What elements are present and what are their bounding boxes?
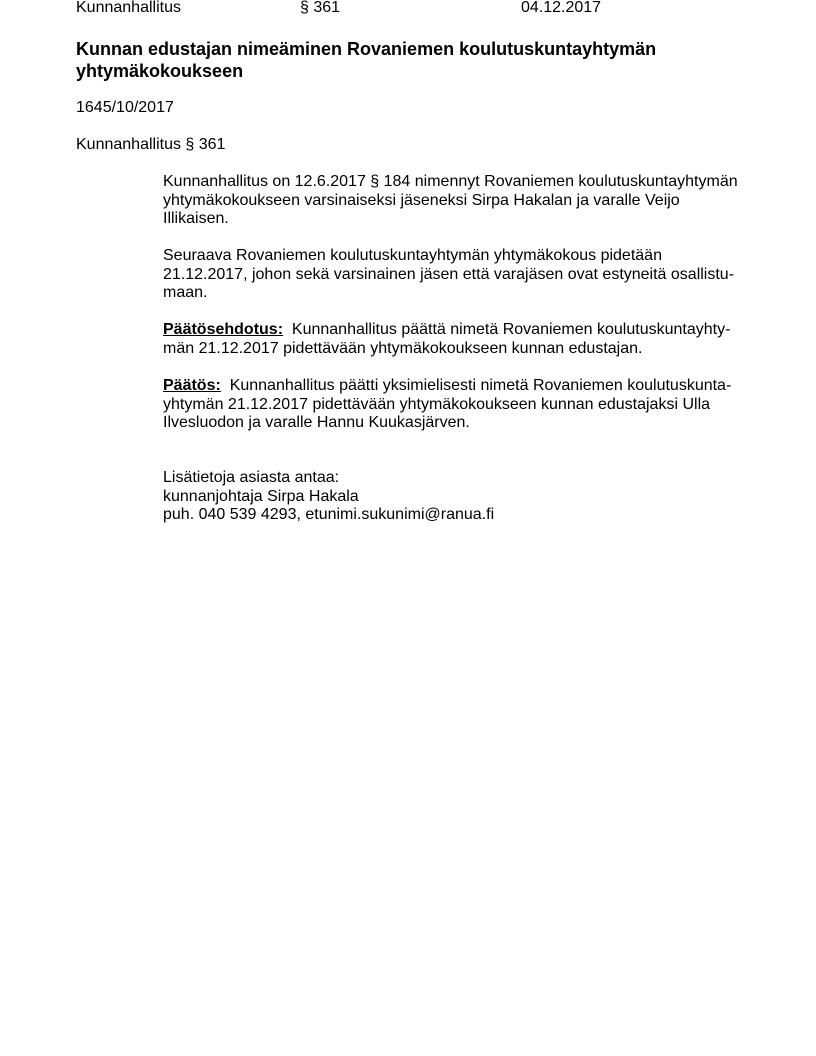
proposal-line xyxy=(163,321,743,340)
contact-person: kunnanjohtaja Sirpa Hakala xyxy=(163,487,359,505)
decision-line: yhtymän 21.12.2017 pidettävään yhtymäkokoukseen kunnan edustajaksi Ulla xyxy=(163,395,711,413)
contact-info xyxy=(163,469,743,525)
reference-number: 1645/10/2017 xyxy=(76,99,174,116)
paragraph-line: maan. xyxy=(163,284,208,301)
paragraph-line: yhtymäkokoukseen varsinaiseksi jäseneksi Sirpa Hakalan ja varalle Veijo xyxy=(163,191,680,209)
contact-phone-email: puh. 040 539 4293, etunimi.sukunimi@ranua.fi xyxy=(163,506,495,523)
proposal-label: Päätösehdotus: xyxy=(163,321,284,338)
paragraph-line: 21.12.2017, johon sekä varsinainen jäsen että varajäsen ovat estyneitä osallistu- xyxy=(163,265,735,283)
contact-intro: Lisätietoja asiasta antaa: xyxy=(163,469,340,486)
decision-proposal xyxy=(163,321,743,358)
decision xyxy=(163,377,743,433)
organ-section: Kunnanhallitus § 361 xyxy=(76,136,226,153)
decision-line: Ilvesluodon ja varalle Hannu Kuukasjärven. xyxy=(163,414,470,431)
page-header xyxy=(0,0,816,20)
paragraph-next-meeting xyxy=(163,247,743,303)
document-title: Kunnan edustajan nimeäminen Rovaniemen koulutuskuntayhtymän yhtymäkokoukseen xyxy=(76,39,657,81)
header-organ: Kunnanhallitus xyxy=(76,0,181,16)
paragraph-line: Seuraava Rovaniemen koulutuskuntayhtymän yhtymäkokous pidetään xyxy=(163,247,662,264)
proposal-line: män 21.12.2017 pidettävään yhtymäkokoukseen kunnan edustajan. xyxy=(163,339,643,357)
paragraph-line: Illikaisen. xyxy=(163,210,229,227)
header-date: 04.12.2017 xyxy=(521,0,602,16)
decision-line xyxy=(163,377,743,396)
proposal-text: Kunnanhallitus päättä nimetä Rovaniemen koulutuskuntayhty- xyxy=(291,321,731,338)
paragraph-background xyxy=(163,173,743,229)
decision-text: Kunnanhallitus päätti yksimielisesti nimetä Rovaniemen koulutuskunta- xyxy=(229,377,732,394)
header-section: § 361 xyxy=(300,0,341,16)
decision-label: Päätös: xyxy=(163,377,221,394)
paragraph-line: Kunnanhallitus on 12.6.2017 § 184 nimennyt Rovaniemen koulutuskuntayhtymän xyxy=(163,173,738,190)
